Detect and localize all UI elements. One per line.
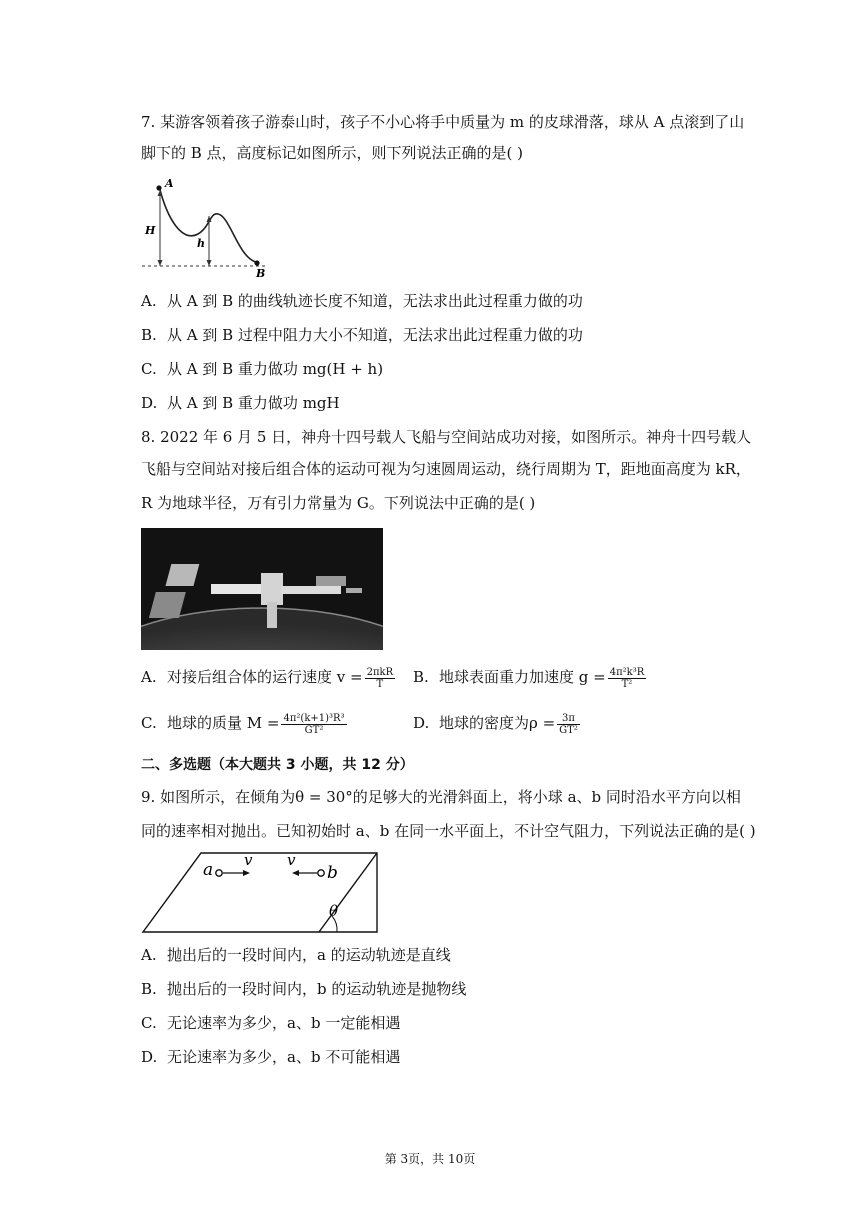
q9-stem-line2: 同的速率相对抛出。已知初始时 a、b 在同一水平面上，不计空气阻力，下列说法正确的是( ) xyxy=(141,822,756,840)
q8-option-c: C. 地球的质量 M = $\frac{\text{4π²(k+1)³R³}}{\text{GT²}}$ xyxy=(141,712,345,736)
q9-option-b: B. 抛出后的一段时间内，b 的运动轨迹是抛物线 xyxy=(141,980,467,998)
space-station-photo xyxy=(141,528,383,650)
q7-label-h-small: h xyxy=(197,237,205,250)
section-heading-multiple-choice: 二、多选题（本大题共 3 小题，共 12 分） xyxy=(141,757,414,773)
q9-option-c: C. 无论速率为多少，a、b 一定能相遇 xyxy=(141,1014,401,1032)
q7-option-d: D. 从 A 到 B 重力做功 mgH xyxy=(141,394,340,412)
q7-option-b: B. 从 A 到 B 过程中阻力大小不知道，无法求出此过程重力做的功 xyxy=(141,326,583,344)
q7-hill-curve xyxy=(159,186,256,262)
q7-point-b xyxy=(254,260,259,265)
q9-label-v-left: v xyxy=(244,851,253,869)
q7-label-a: A xyxy=(165,177,174,190)
q9-ball-a xyxy=(216,870,222,876)
q8-option-d-fraction: $\frac{3\pi}{\text{GT²}}$ xyxy=(559,712,578,736)
q7-stem-line1: 7. 某游客领着孩子游泰山时，孩子不小心将手中质量为 m 的皮球滑落，球从 A 点滚到了山 xyxy=(141,113,745,131)
q7-label-h-big: H xyxy=(145,224,156,237)
q9-label-a: a xyxy=(203,860,214,880)
q7-option-c: C. 从 A 到 B 重力做功 mg(H + h) xyxy=(141,360,384,378)
q8-option-d: D. 地球的密度为ρ = $\frac{3\pi}{\text{GT²}}$ xyxy=(413,712,578,736)
q7-point-a xyxy=(156,185,161,190)
q8-stem-line3: R 为地球半径，万有引力常量为 G。下列说法中正确的是( ) xyxy=(141,494,536,512)
q7-option-a: A. 从 A 到 B 的曲线轨迹长度不知道，无法求出此过程重力做的功 xyxy=(141,292,583,310)
q8-option-c-fraction: $\frac{\text{4π²(k+1)³R³}}{\text{GT²}}$ xyxy=(283,712,345,736)
q9-stem-line1: 9. 如图所示，在倾角为θ = 30°的足够大的光滑斜面上，将小球 a、b 同时沿水平方向以相 xyxy=(141,788,741,806)
q9-option-a: A. 抛出后的一段时间内，a 的运动轨迹是直线 xyxy=(141,946,451,964)
q7-stem-line2: 脚下的 B 点，高度标记如图所示，则下列说法正确的是( ) xyxy=(141,144,524,162)
q7-label-b: B xyxy=(256,267,266,280)
q8-option-b: B. 地球表面重力加速度 g = $\frac{\text{4π²k³R}}{\text{T²}}$ xyxy=(413,666,645,690)
q9-ball-b xyxy=(318,870,324,876)
q8-option-b-fraction: $\frac{\text{4π²k³R}}{\text{T²}}$ xyxy=(609,666,645,690)
q8-stem-line1: 8. 2022 年 6 月 5 日，神舟十四号载人飞船与空间站成功对接，如图所示。神舟十四号载人 xyxy=(141,428,752,446)
q9-label-b: b xyxy=(327,863,338,883)
q8-option-a-fraction: $\frac{\text{2πkR}}{T}$ xyxy=(366,666,394,690)
q9-label-theta: θ xyxy=(329,902,339,920)
q8-option-a: A. 对接后组合体的运行速度 v = $\frac{\text{2πkR}}{T}$ xyxy=(141,666,394,690)
q9-option-d: D. 无论速率为多少，a、b 不可能相遇 xyxy=(141,1048,401,1066)
q8-stem-line2: 飞船与空间站对接后组合体的运动可视为匀速圆周运动，绕行周期为 T，距地面高度为 kR， xyxy=(141,460,751,478)
q9-incline-figure xyxy=(141,850,381,936)
page-footer: 第 3页，共 10页 xyxy=(384,1152,476,1166)
q7-figure xyxy=(138,172,273,282)
q9-label-v-right: v xyxy=(287,851,296,869)
